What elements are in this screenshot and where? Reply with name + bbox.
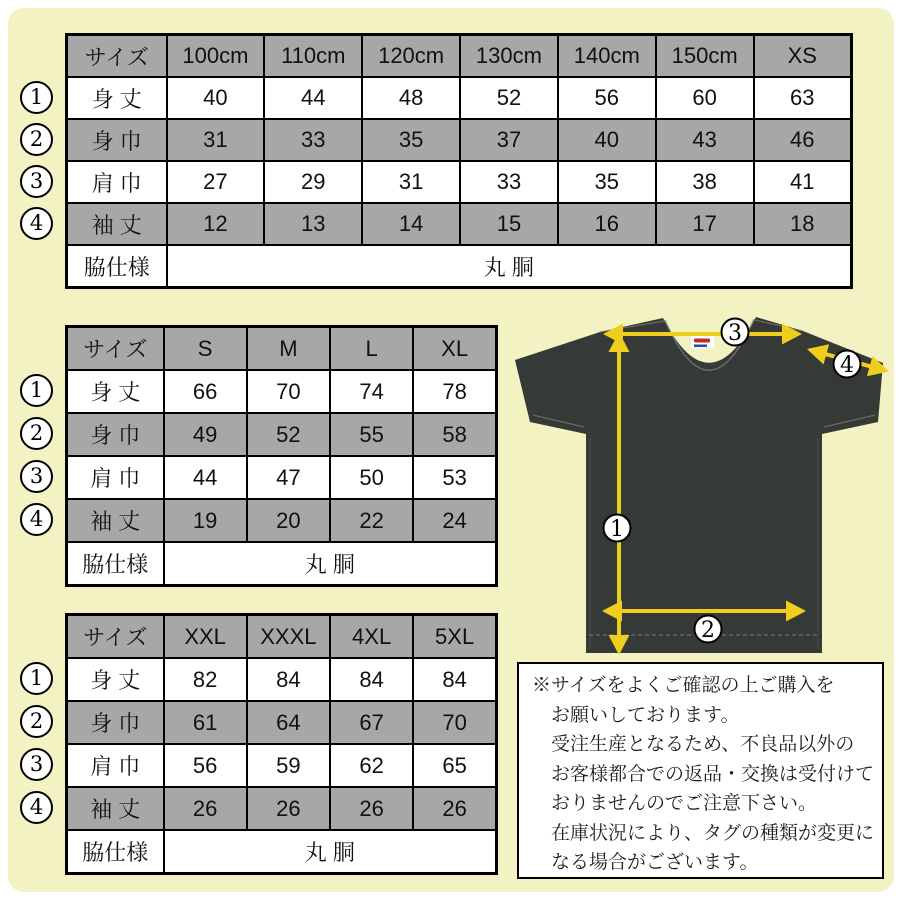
side-spec-value: 丸 胴	[167, 245, 852, 288]
size-value: 40	[167, 77, 265, 119]
size-table-xxl-5xl	[29, 613, 498, 875]
size-value: 12	[167, 203, 265, 245]
header-row	[67, 35, 852, 78]
size-value: 26	[330, 787, 413, 830]
size-value: 40	[558, 119, 656, 161]
size-value: 31	[167, 119, 265, 161]
size-value: 56	[558, 77, 656, 119]
measure-row	[67, 203, 852, 245]
size-value: 74	[330, 370, 413, 413]
note-line: 受注生産となるため、不良品以外の	[551, 734, 855, 755]
row-marker-circle: 3	[20, 165, 53, 198]
size-value: 52	[247, 413, 330, 456]
size-table-kids-xs	[29, 33, 853, 289]
size-table	[65, 33, 853, 289]
size-value: 35	[362, 119, 460, 161]
size-value: 78	[413, 370, 496, 413]
size-value: 84	[330, 658, 413, 701]
footer-row	[67, 245, 852, 288]
measure-row	[67, 787, 497, 830]
column-header: M	[247, 327, 330, 371]
column-header: 150cm	[656, 35, 754, 78]
column-header: 5XL	[413, 615, 496, 659]
size-value: 20	[247, 499, 330, 542]
footer-row	[67, 542, 497, 586]
row-marker-circle: 2	[20, 417, 53, 450]
size-table	[65, 325, 498, 587]
size-value: 16	[558, 203, 656, 245]
measure-row	[67, 119, 852, 161]
size-value: 56	[164, 744, 247, 787]
row-label: 身 巾	[67, 119, 167, 161]
side-spec-value: 丸 胴	[164, 830, 497, 874]
size-value: 13	[264, 203, 362, 245]
note-line: 在庫状況により、タグの種類が変更に	[551, 822, 875, 844]
footer-row	[67, 830, 497, 874]
size-value: 24	[413, 499, 496, 542]
row-marker-circle: 1	[20, 662, 53, 695]
row-label: 身 丈	[67, 370, 164, 413]
size-value: 50	[330, 456, 413, 499]
size-value: 61	[164, 701, 247, 744]
size-value: 29	[264, 161, 362, 203]
marker-digit: 3	[728, 321, 742, 346]
size-value: 59	[247, 744, 330, 787]
size-value: 63	[754, 77, 852, 119]
measure-row	[67, 77, 852, 119]
size-value: 26	[247, 787, 330, 830]
marker-digit: 4	[840, 353, 854, 378]
size-value: 33	[264, 119, 362, 161]
row-marker-circle: 1	[20, 81, 53, 114]
size-value: 55	[330, 413, 413, 456]
column-header: 4XL	[330, 615, 413, 659]
note-line: お客様都合での返品・交換は受付けて	[551, 763, 875, 785]
row-label: 袖 丈	[67, 499, 164, 542]
marker-circle-sleeve-length	[834, 351, 861, 379]
column-header: 120cm	[362, 35, 460, 78]
size-value: 27	[167, 161, 265, 203]
column-header: XL	[413, 327, 496, 371]
row-marker-circle: 3	[20, 748, 53, 781]
marker-digit: 1	[610, 517, 624, 542]
row-marker-circle: 3	[20, 460, 53, 493]
row-label: 身 巾	[67, 701, 164, 744]
size-value: 60	[656, 77, 754, 119]
note-line: なる場合がございます。	[551, 852, 759, 873]
purchase-note	[517, 662, 884, 879]
row-label: 脇仕様	[67, 830, 164, 874]
row-label: 脇仕様	[67, 542, 164, 586]
row-marker-circle: 1	[20, 374, 53, 407]
note-line: ※サイズをよくご確認の上ご購入を	[532, 675, 835, 696]
column-header: 100cm	[167, 35, 265, 78]
size-value: 41	[754, 161, 852, 203]
note-line: おりませんのでご注意下さい。	[551, 793, 818, 814]
row-marker-circle: 4	[20, 791, 53, 824]
column-header: XXXL	[247, 615, 330, 659]
size-value: 14	[362, 203, 460, 245]
row-label: 袖 丈	[67, 787, 164, 830]
size-value: 70	[247, 370, 330, 413]
size-value: 84	[247, 658, 330, 701]
size-value: 43	[656, 119, 754, 161]
size-value: 52	[460, 77, 558, 119]
size-value: 37	[460, 119, 558, 161]
size-value: 38	[656, 161, 754, 203]
row-label: 袖 丈	[67, 203, 167, 245]
size-value: 35	[558, 161, 656, 203]
row-marker-circle: 2	[20, 705, 53, 738]
row-label: 身 巾	[67, 413, 164, 456]
size-value: 26	[413, 787, 496, 830]
size-value: 48	[362, 77, 460, 119]
size-value: 49	[164, 413, 247, 456]
side-spec-value: 丸 胴	[164, 542, 497, 586]
size-value: 70	[413, 701, 496, 744]
size-table	[65, 613, 498, 875]
row-marker-circle: 2	[20, 123, 53, 156]
size-value: 17	[656, 203, 754, 245]
size-value: 19	[164, 499, 247, 542]
size-value: 22	[330, 499, 413, 542]
row-label: 身 丈	[67, 77, 167, 119]
size-value: 84	[413, 658, 496, 701]
measure-row	[67, 658, 497, 701]
size-value: 65	[413, 744, 496, 787]
column-header: 130cm	[460, 35, 558, 78]
row-label: 身 丈	[67, 658, 164, 701]
size-value: 82	[164, 658, 247, 701]
size-value: 33	[460, 161, 558, 203]
tshirt-diagram	[505, 305, 890, 657]
size-table-s-xl	[29, 325, 498, 587]
header-row	[67, 615, 497, 659]
column-header: サイズ	[67, 327, 164, 371]
column-header: XS	[754, 35, 852, 78]
measure-row	[67, 413, 497, 456]
size-value: 26	[164, 787, 247, 830]
measure-row	[67, 161, 852, 203]
size-value: 62	[330, 744, 413, 787]
size-value: 44	[164, 456, 247, 499]
header-row	[67, 327, 497, 371]
size-value: 18	[754, 203, 852, 245]
column-header: サイズ	[67, 35, 167, 78]
measure-row	[67, 456, 497, 499]
marker-circle-shoulder-width	[722, 319, 749, 347]
row-label: 肩 巾	[67, 456, 164, 499]
size-value: 44	[264, 77, 362, 119]
column-header: 110cm	[264, 35, 362, 78]
column-header: 140cm	[558, 35, 656, 78]
size-value: 15	[460, 203, 558, 245]
size-value: 53	[413, 456, 496, 499]
column-header: XXL	[164, 615, 247, 659]
size-value: 46	[754, 119, 852, 161]
size-value: 47	[247, 456, 330, 499]
row-marker-circle: 4	[20, 207, 53, 240]
size-value: 66	[164, 370, 247, 413]
measure-row	[67, 499, 497, 542]
row-label: 肩 巾	[67, 744, 164, 787]
column-header: サイズ	[67, 615, 164, 659]
measure-row	[67, 701, 497, 744]
neck-tag	[691, 336, 714, 348]
column-header: S	[164, 327, 247, 371]
tshirt-diagram-svg	[505, 305, 890, 657]
measure-row	[67, 370, 497, 413]
measure-row	[67, 744, 497, 787]
size-value: 64	[247, 701, 330, 744]
size-value: 31	[362, 161, 460, 203]
size-value: 67	[330, 701, 413, 744]
row-label: 肩 巾	[67, 161, 167, 203]
marker-circle-body-length	[604, 515, 631, 543]
row-marker-circle: 4	[20, 503, 53, 536]
note-line: お願いしております。	[551, 704, 740, 726]
size-value: 58	[413, 413, 496, 456]
column-header: L	[330, 327, 413, 371]
marker-circle-body-width	[695, 616, 722, 644]
row-label: 脇仕様	[67, 245, 167, 288]
marker-digit: 2	[701, 618, 715, 643]
